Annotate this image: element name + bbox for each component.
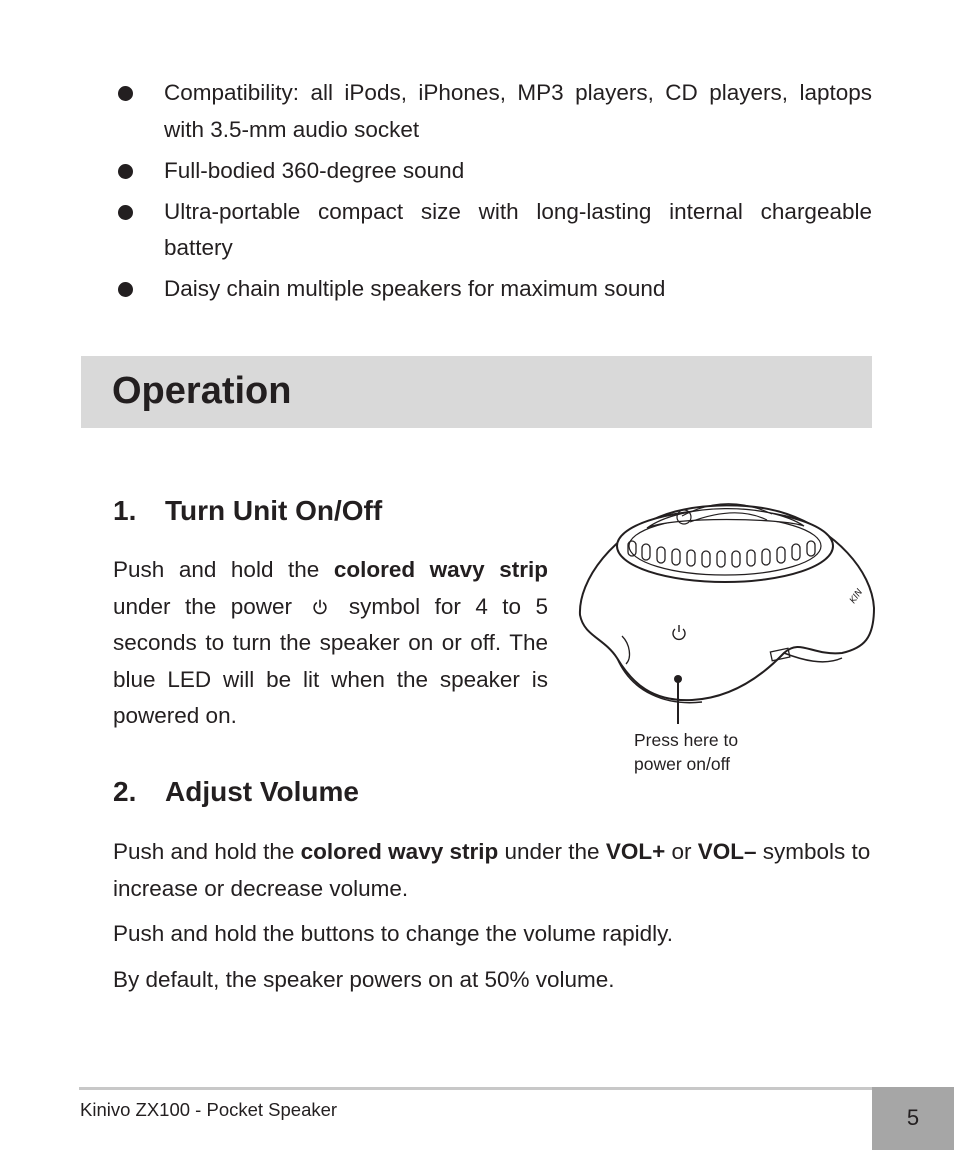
- emphasis: VOL–: [697, 839, 757, 864]
- bullet-icon: [118, 205, 133, 220]
- emphasis: VOL+: [605, 839, 666, 864]
- text-run: Push and hold the: [113, 839, 301, 864]
- feature-list: [113, 75, 872, 312]
- feature-text: Compatibility: all iPods, iPhones, MP3 players, CD players, laptops with 3.5-mm audio socket: [164, 80, 872, 142]
- step-1-heading: [113, 493, 382, 529]
- caption-line: Press here to: [634, 730, 739, 750]
- feature-text: Ultra-portable compact size with long-lasting internal chargeable battery: [164, 198, 872, 260]
- step-2-paragraph-2: Push and hold the buttons to change the volume rapidly.: [113, 921, 673, 946]
- feature-item: [113, 271, 872, 308]
- step-number: 1.: [113, 495, 137, 526]
- step-title: Turn Unit On/Off: [165, 495, 383, 526]
- section-header: [81, 356, 872, 428]
- text-run: under the: [498, 839, 606, 864]
- feature-item: [113, 153, 872, 190]
- feature-item: [113, 75, 872, 148]
- text-run: Push and hold the: [113, 557, 334, 582]
- bullet-icon: [118, 86, 133, 101]
- footer-product: Kinivo ZX100 - Pocket Speaker: [80, 1099, 338, 1120]
- step-2-paragraph-1: [113, 834, 875, 907]
- text-run: symbol for 4 to 5 seconds to turn the speaker on or off. The blue LED will be lit when the speaker is powered on.: [113, 593, 548, 728]
- feature-text: Daisy chain multiple speakers for maximum sound: [164, 276, 666, 301]
- page-number-box: [872, 1087, 954, 1150]
- bullet-icon: [118, 282, 133, 297]
- bullet-icon: [118, 164, 133, 179]
- step-2-heading: [113, 774, 359, 810]
- text-run: or: [665, 839, 698, 864]
- feature-text: Full-bodied 360-degree sound: [164, 157, 465, 183]
- text-run: under the power: [113, 593, 307, 619]
- step-2-paragraph-3: By default, the speaker powers on at 50% volume.: [113, 967, 615, 992]
- step-number: 2.: [113, 776, 137, 807]
- footer-divider: [79, 1087, 872, 1090]
- section-title: Operation: [112, 370, 292, 412]
- emphasis: colored wavy strip: [300, 839, 499, 864]
- step-title: Adjust Volume: [165, 776, 359, 807]
- brand-mark: KIN: [848, 587, 866, 606]
- text-run: symbols to increase or decrease volume.: [113, 839, 871, 901]
- step-1-paragraph: [113, 552, 548, 735]
- emphasis: colored wavy strip: [333, 557, 548, 582]
- figure-caption: [634, 728, 794, 776]
- caption-line: power on/off: [634, 754, 730, 774]
- power-icon: [310, 598, 330, 616]
- page-number: 5: [906, 1105, 920, 1130]
- feature-item: [113, 194, 872, 267]
